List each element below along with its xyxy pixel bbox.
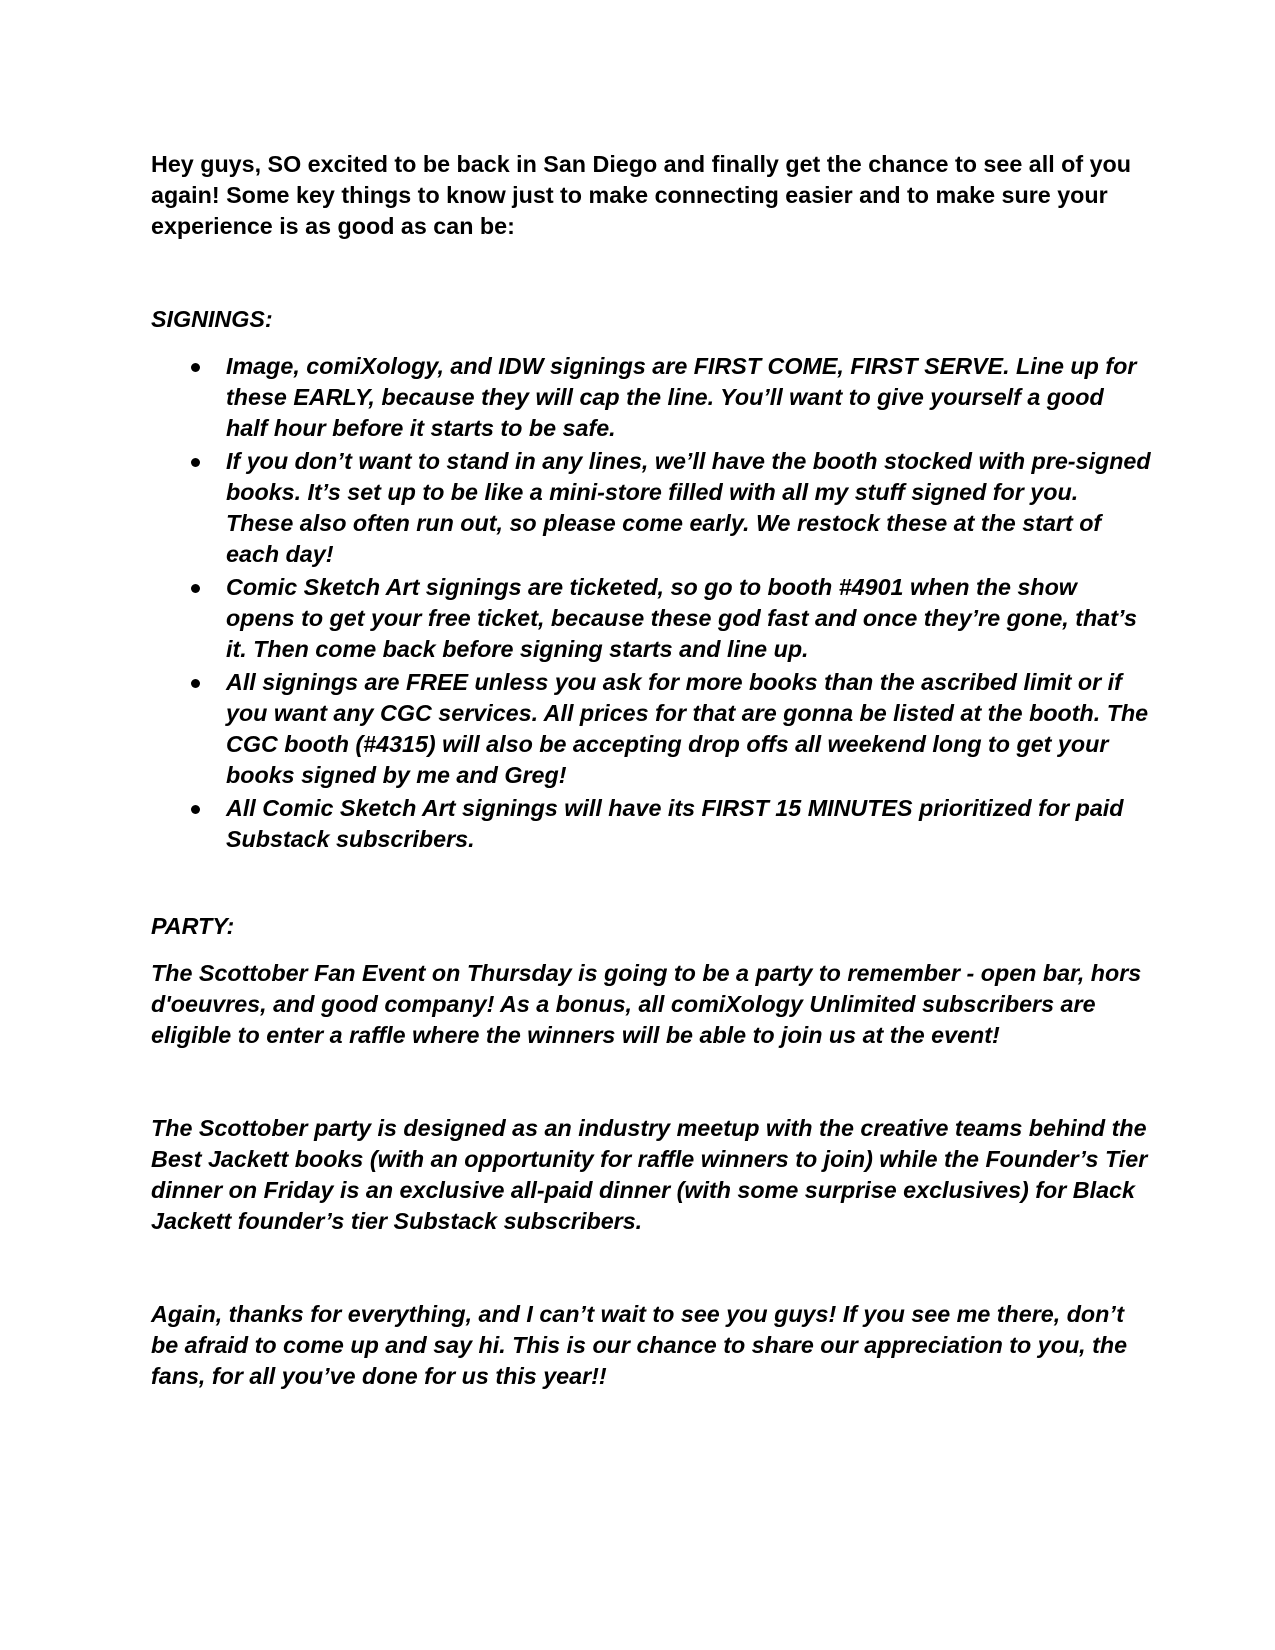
signings-item-text: Comic Sketch Art signings are ticketed, so go to booth #4901 when the show opens to get your free ticket, because these god fast and once they’re gone, that’s it. Then come back before signing starts and line up.: [226, 574, 1137, 662]
closing-paragraph: Again, thanks for everything, and I can’t wait to see you guys! If you see me there, don’t be afraid to come up and say hi. This is our chance to share our appreciation to you, the fans, for all you’ve done for us this year!!: [151, 1301, 1128, 1389]
party-paragraph-industry-meetup: The Scottober party is designed as an industry meetup with the creative teams behind the Best Jackett books (with an opportunity for raffle winners to join) while the Founder’s Tier dinner on Friday is an exclusive all-paid dinner (with some surprise exclusives) for Black Jackett founder’s tier Substack subscribers.: [151, 1115, 1148, 1234]
signings-list-item: [151, 572, 1151, 665]
bullet-icon: [191, 805, 200, 814]
document-body: [151, 149, 1151, 1392]
bullet-icon: [191, 584, 200, 593]
intro-paragraph: Hey guys, SO excited to be back in San Diego and finally get the chance to see all of you again! Some key things to know just to make connecting easier and to make sure your experience is as good as can be:: [151, 151, 1132, 239]
signings-list: [151, 351, 1151, 855]
signings-item-text: All signings are FREE unless you ask for more books than the ascribed limit or if you want any CGC services. All prices for that are gonna be listed at the booth. The CGC booth (#4315) will also be accepting drop offs all weekend long to get your books signed by me and Greg!: [226, 669, 1149, 788]
signings-list-item: [151, 446, 1151, 570]
bullet-icon: [191, 363, 200, 372]
signings-list-item: [151, 793, 1151, 855]
bullet-icon: [191, 679, 200, 688]
bullet-icon: [191, 458, 200, 467]
signings-item-text: Image, comiXology, and IDW signings are FIRST COME, FIRST SERVE. Line up for these EARLY, because they will cap the line. You’ll want to give yourself a good half hour before it starts to be safe.: [226, 353, 1137, 441]
signings-list-item: [151, 667, 1151, 791]
party-heading: PARTY:: [151, 913, 235, 939]
signings-heading: SIGNINGS:: [151, 306, 273, 332]
signings-item-text: All Comic Sketch Art signings will have its FIRST 15 MINUTES prioritized for paid Substack subscribers.: [226, 795, 1124, 852]
signings-item-text: If you don’t want to stand in any lines, we’ll have the booth stocked with pre-signed books. It’s set up to be like a mini-store filled with all my stuff signed for you. These also often run out, so please come early. We restock these at the start of each day!: [226, 448, 1151, 567]
signings-list-item: [151, 351, 1151, 444]
party-paragraph-fan-event: The Scottober Fan Event on Thursday is going to be a party to remember - open bar, hors d'oeuvres, and good company! As a bonus, all comiXology Unlimited subscribers are eligible to enter a raffle where the winners will be able to join us at the event!: [151, 960, 1142, 1048]
